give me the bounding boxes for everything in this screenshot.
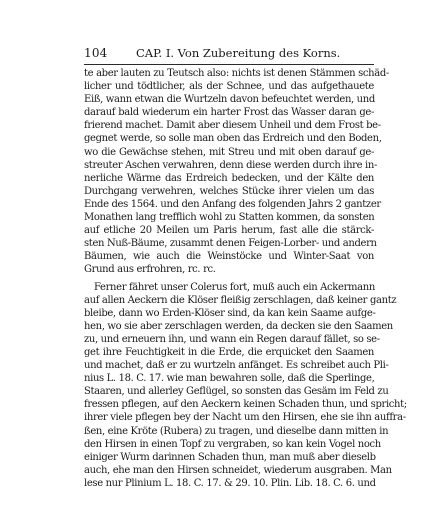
- text-line: auf allen Aeckern die Klöser fleißig zerschlagen, daß keiner gantz: [84, 294, 397, 306]
- text-line: nius L. 18. C. 17. wie man bewahren solle, daß die Sperlinge,: [84, 373, 375, 385]
- text-line: Grund aus erfrohren, rc. rc.: [84, 264, 216, 276]
- text-line: einiger Wurm darinnen Schaden thun, man muß aber dieselb: [84, 451, 376, 463]
- text-line: Bäumen, wie auch die Weinstöcke und Winter-Saat von: [84, 251, 374, 263]
- text-line: hen, wo sie aber zerschlagen werden, da decken sie den Saamen: [84, 320, 393, 332]
- body-text: [84, 67, 407, 490]
- text-line: gegnet werde, so solle man oben das Erdreich und den Boden,: [84, 133, 382, 145]
- text-line: Ferner fähret unser Colerus fort, muß auch ein Ackermann: [94, 281, 375, 293]
- text-line: streuter Aschen verwahren, denn diese werden durch ihre in-: [84, 159, 377, 171]
- header-rule: [84, 64, 374, 65]
- paragraph-2: [84, 281, 407, 491]
- page-header: [84, 46, 374, 62]
- text-line: Ende des 1564. und den Anfang des folgenden Jahrs 2 gantzer: [84, 198, 381, 210]
- text-line: ßen, eine Kröte (Rubera) zu tragen, und dieselbe dann mitten in: [84, 425, 389, 437]
- text-line: bleibe, dann wo Erden-Klöser sind, da kan kein Saame aufge-: [84, 307, 376, 319]
- text-line: nerliche Wärme das Erdreich bedecken, und der Kälte den: [84, 172, 374, 184]
- text-line: wo die Gewächse stehen, mit Streu und mit oben darauf ge-: [84, 146, 374, 158]
- text-line: lese nur Plinium L. 18. C. 17. & 29. 10. Plin. Lib. 18. C. 6. und: [84, 477, 376, 489]
- text-line: den Hirsen in einen Topf zu vergraben, so kan kein Vogel noch: [84, 438, 381, 450]
- text-line: auf etliche 20 Meilen um Paris herum, fast alle die stärck-: [84, 225, 374, 237]
- text-line: licher und tödtlicher, als der Schnee, und das aufgethauete: [84, 81, 374, 93]
- text-line: darauf bald wiederum ein harter Frost das Wasser daran ge-: [84, 107, 374, 119]
- text-line: fressen pflegen, auf den Aeckern keinen Schaden thun, und spricht;: [84, 399, 407, 411]
- text-line: get ihre Feuchtigkeit in die Erde, die erquicket den Saamen: [84, 346, 374, 358]
- text-line: ihrer viele pflegen bey der Nacht um den Hirsen, ehe sie ihn auffra-: [84, 412, 406, 424]
- text-line: sten Nuß-Bäume, zusammt denen Feigen-Lorber- und andern: [84, 238, 377, 250]
- text-line: Staaren, und allerley Geflügel, so sonsten das Gesäm im Feld zu: [84, 386, 389, 398]
- running-head: CAP. I. Von Zubereitung des Korns.: [136, 46, 341, 60]
- text-line: auch, ehe man den Hirsen schneidet, wiederum ausgraben. Man: [84, 464, 392, 476]
- text-line: zu, und erneuern ihn, und wann ein Regen darauf fället, so se-: [84, 333, 380, 345]
- text-line: Monathen lang trefflich wohl zu Statten kommen, da sonsten: [84, 212, 375, 224]
- text-line: und machet, daß er zu wurtzeln anfänget. Es schreibet auch Pli-: [84, 360, 389, 372]
- text-line: Durchgang verwehren, welches Stücke ihrer vielen um das: [84, 185, 374, 197]
- text-line: te aber lauten zu Teutsch also: nichts ist denen Stämmen schäd-: [84, 68, 389, 79]
- text-line: Eiß, wann etwan die Wurtzeln davon befeuchtet werden, und: [84, 94, 375, 106]
- page-number: 104: [84, 46, 108, 60]
- text-line: frierend machet. Damit aber diesem Unheil und dem Frost be-: [84, 120, 381, 132]
- paragraph-1: [84, 67, 389, 277]
